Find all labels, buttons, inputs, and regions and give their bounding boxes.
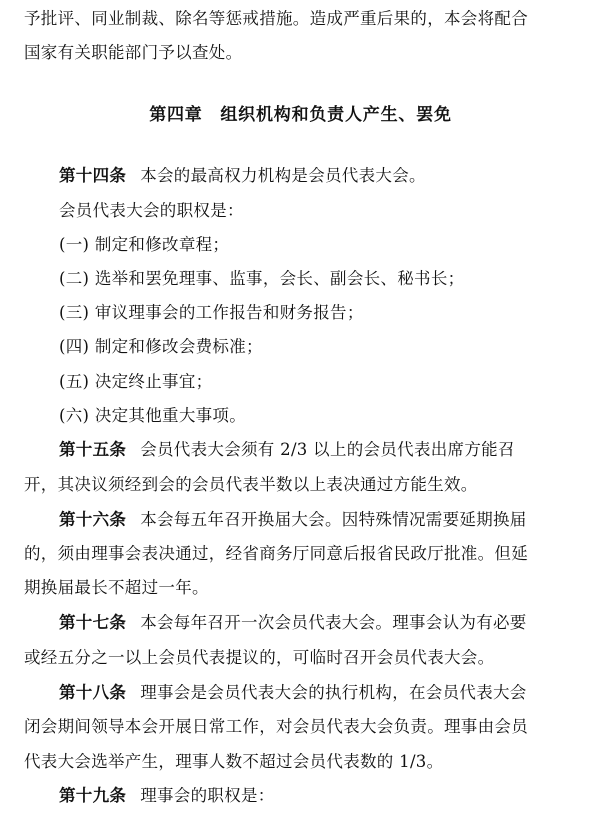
article-14-powers-intro: 会员代表大会的职权是： bbox=[59, 201, 244, 220]
article-15-line-1: 会员代表大会须有 2/3 以上的会员代表出席方能召 bbox=[140, 440, 515, 459]
article-15-line-2: 开，其决议须经到会的会员代表半数以上表决通过方能生效。 bbox=[24, 475, 478, 494]
article-18-line-2: 闭会期间领导本会开展日常工作，对会员代表大会负责。理事由会员 bbox=[24, 717, 528, 736]
article-19-text: 理事会的职权是： bbox=[140, 786, 275, 805]
article-19-title: 第十九条 bbox=[59, 786, 127, 805]
article-16-line-3: 期换届最长不超过一年。 bbox=[24, 578, 209, 597]
article-19 bbox=[59, 786, 585, 806]
chapter-title: 第四章 组织机构和负责人产生、罢免 bbox=[149, 105, 452, 125]
article-14-item-2: (二) 选举和罢免理事、监事，会长、副会长、秘书长； bbox=[59, 269, 465, 288]
article-14-title: 第十四条 bbox=[59, 166, 127, 185]
article-15-title: 第十五条 bbox=[59, 440, 127, 459]
article-18 bbox=[59, 683, 585, 703]
article-14-item-3: (三) 审议理事会的工作报告和财务报告； bbox=[59, 303, 364, 322]
article-18-title: 第十八条 bbox=[59, 683, 127, 702]
article-17-line-1: 本会每年召开一次会员代表大会。理事会认为有必要 bbox=[140, 613, 527, 632]
article-14-item-6: (六) 决定其他重大事项。 bbox=[59, 406, 247, 425]
article-16-line-2: 的，须由理事会表决通过，经省商务厅同意后报省民政厅批准。但延 bbox=[24, 544, 528, 563]
article-17-title: 第十七条 bbox=[59, 613, 127, 632]
article-14-item-1: (一) 制定和修改章程； bbox=[59, 235, 230, 254]
article-18-line-3: 代表大会选举产生，理事人数不超过会员代表数的 1/3。 bbox=[24, 752, 444, 771]
intro-line-2: 国家有关职能部门予以查处。 bbox=[24, 43, 243, 62]
article-16-title: 第十六条 bbox=[59, 510, 127, 529]
article-15 bbox=[59, 440, 585, 460]
intro-line-1: 予批评、同业制裁、除名等惩戒措施。造成严重后果的，本会将配合 bbox=[24, 9, 528, 28]
article-14 bbox=[59, 166, 585, 186]
article-14-text: 本会的最高权力机构是会员代表大会。 bbox=[140, 166, 426, 185]
article-16 bbox=[59, 510, 585, 530]
article-18-line-1: 理事会是会员代表大会的执行机构，在会员代表大会 bbox=[140, 683, 527, 702]
article-14-item-4: (四) 制定和修改会费标准； bbox=[59, 337, 263, 356]
article-17-line-2: 或经五分之一以上会员代表提议的，可临时召开会员代表大会。 bbox=[24, 648, 495, 667]
article-14-item-5: (五) 决定终止事宜； bbox=[59, 372, 213, 391]
article-16-line-1: 本会每五年召开换届大会。因特殊情况需要延期换届 bbox=[140, 510, 527, 529]
article-17 bbox=[59, 613, 585, 633]
